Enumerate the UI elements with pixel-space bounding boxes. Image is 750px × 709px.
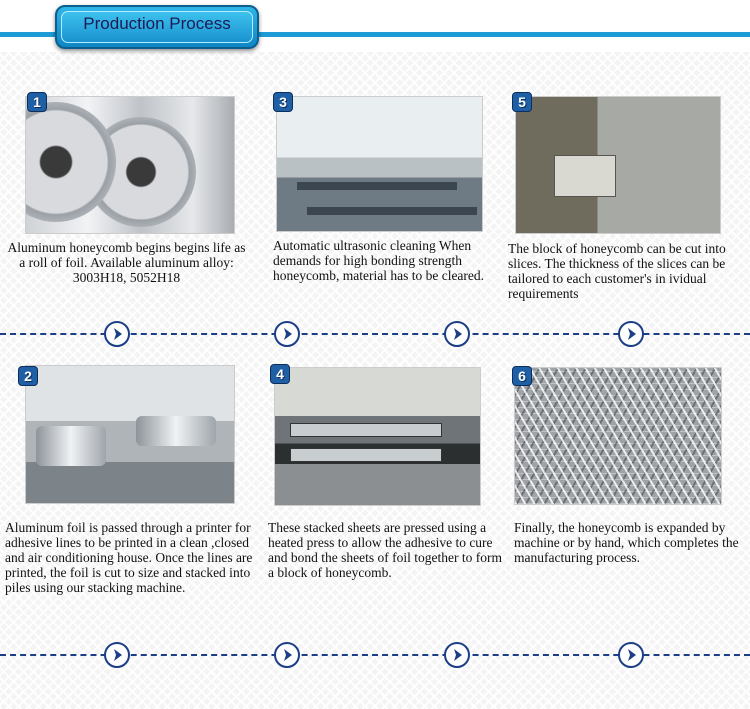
next-arrow-button[interactable]	[444, 642, 470, 668]
chevron-right-icon	[451, 648, 465, 662]
step-4-caption: These stacked sheets are pressed using a heated press to allow the adhesive to cure and bond the sheets of foil together to form a block of honeycomb.	[268, 520, 502, 580]
next-arrow-button[interactable]	[274, 642, 300, 668]
chevron-right-icon	[625, 327, 639, 341]
step-4-photo-heated-press	[274, 367, 481, 506]
step-2-caption: Aluminum foil is passed through a printer for adhesive lines to be printed in a clean ,closed and air conditioning house. Once the lines are printed, the foil is cut to size and stacked into piles using our stacking machine.	[5, 520, 253, 595]
step-5-number: 5	[512, 92, 532, 112]
chevron-right-icon	[111, 648, 125, 662]
step-3-number: 3	[273, 92, 293, 112]
step-1-photo-foil-rolls	[25, 96, 235, 234]
next-arrow-button[interactable]	[104, 642, 130, 668]
step-6-caption: Finally, the honeycomb is expanded by machine or by hand, which completes the manufacturing process.	[514, 520, 739, 565]
step-2-photo-printing-line	[25, 365, 235, 504]
chevron-right-icon	[451, 327, 465, 341]
step-1-caption: Aluminum honeycomb begins begins life as a roll of foil. Available aluminum alloy: 3003H18, 5052H18	[7, 240, 246, 285]
step-3-photo-cleaning-room	[276, 96, 483, 232]
step-5-photo-slicing-machine	[515, 96, 721, 234]
section-title-badge	[55, 5, 259, 49]
chevron-right-icon	[111, 327, 125, 341]
chevron-right-icon	[281, 648, 295, 662]
step-6-number: 6	[512, 366, 532, 386]
step-6-photo-expanded-honeycomb	[514, 367, 722, 505]
step-2-number: 2	[18, 366, 38, 386]
next-arrow-button[interactable]	[274, 321, 300, 347]
next-arrow-button[interactable]	[444, 321, 470, 347]
chevron-right-icon	[281, 327, 295, 341]
next-arrow-button[interactable]	[104, 321, 130, 347]
section-title: Production Process	[83, 14, 231, 33]
step-3-caption: Automatic ultrasonic cleaning When demands for high bonding strength honeycomb, material has to be cleared.	[273, 238, 485, 283]
step-5-caption: The block of honeycomb can be cut into slices. The thickness of the slices can be tailored to each customer's in ividual requirements	[508, 241, 726, 301]
step-1-number: 1	[27, 92, 47, 112]
next-arrow-button[interactable]	[618, 321, 644, 347]
step-4-number: 4	[270, 364, 290, 384]
chevron-right-icon	[625, 648, 639, 662]
next-arrow-button[interactable]	[618, 642, 644, 668]
